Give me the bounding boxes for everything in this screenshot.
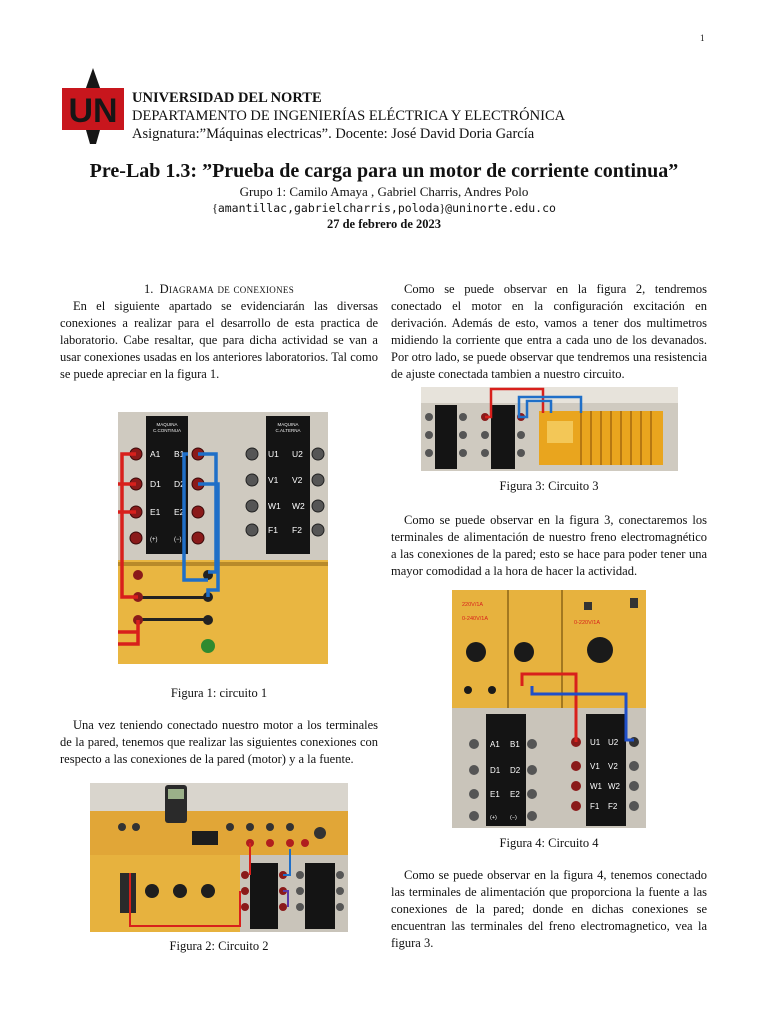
figure-2-photo bbox=[90, 783, 348, 932]
paragraph-4: Como se puede observar en la figura 3, conectaremos los terminales de alimentación de nuestro freno electromagnético a las conexiones de la pared; esto se hace para poder tener una mayor comodidad a la hora de hacer la actividad. bbox=[391, 513, 707, 578]
fig4-term-f2: F2 bbox=[608, 802, 618, 811]
fig1-term-d1: D1 bbox=[150, 479, 161, 489]
fig4-term-w1: W1 bbox=[590, 782, 602, 791]
figure-4-photo bbox=[452, 590, 646, 828]
caption-figure-4: Figura 4: Circuito 4 bbox=[499, 836, 599, 850]
fig1-term-minus: (−) bbox=[174, 537, 182, 543]
fig1-term-f1: F1 bbox=[268, 525, 278, 535]
figure-3-photo bbox=[421, 387, 678, 471]
fig4-term-f1: F1 bbox=[590, 802, 600, 811]
fig1-right-panel-label-1: MAQUINA bbox=[277, 422, 299, 427]
paper-title: Pre-Lab 1.3: ”Prueba de carga para un motor de corriente continua” bbox=[89, 160, 679, 182]
un-logo-icon bbox=[60, 66, 126, 146]
fig4-term-d1: D1 bbox=[490, 766, 501, 775]
emails-open: { bbox=[212, 201, 218, 215]
fig4-supply-label-3: 0-220V/1A bbox=[574, 620, 600, 626]
fig4-supply-label-1: 220V/1A bbox=[462, 602, 484, 608]
caption-figure-1: Figura 1: circuito 1 bbox=[170, 686, 268, 700]
fig1-term-plus: (+) bbox=[150, 537, 158, 543]
fig4-supply-label-2: 0-240V/1A bbox=[462, 616, 488, 622]
fig1-term-v2: V2 bbox=[292, 475, 303, 485]
section-heading bbox=[60, 282, 378, 297]
fig4-term-v2: V2 bbox=[608, 762, 618, 771]
fig1-term-v1: V1 bbox=[268, 475, 279, 485]
paragraph-2: Una vez teniendo conectado nuestro motor a los terminales de la pared, tenemos que realizar las siguientes conexiones con respecto a las conexiones de la pared (motor) y a la fuente. bbox=[60, 718, 378, 766]
paragraph-3: Como se puede observar en la figura 2, tendremos conectado el motor en la configuración excitación en derivación. Además de esto, vamos a tener dos multimetros midiendo la corriente que entra a cada uno de los devanados. Por otro lado, se puede observar que tendremos una resistencia de ajuste conectada tambien a nuestro circuito. bbox=[391, 282, 707, 381]
caption-figure-3: Figura 3: Circuito 3 bbox=[499, 479, 599, 493]
fig1-term-u1: U1 bbox=[268, 449, 279, 459]
caption-figure-2: Figura 2: Circuito 2 bbox=[169, 939, 269, 953]
fig1-term-w2: W2 bbox=[292, 501, 305, 511]
department-name: DEPARTAMENTO DE INGENIERÍAS ELÉCTRICA Y ELECTRÓNICA bbox=[132, 108, 566, 124]
logo-text: UN bbox=[68, 92, 118, 130]
fig4-term-w2: W2 bbox=[608, 782, 620, 791]
fig4-term-minus: (−) bbox=[510, 815, 517, 821]
paragraph-5: Como se puede observar en la figura 4, tenemos conectado las terminales de alimentación que proporciona la fuente a las conexiones de la pared; donde en dichas conexiones se encuentran las terminales del freno electromagnetico, vea la figura 3. bbox=[391, 868, 707, 950]
fig4-term-d2: D2 bbox=[510, 766, 521, 775]
fig1-term-d2: D2 bbox=[174, 479, 185, 489]
fig4-term-e1: E1 bbox=[490, 790, 500, 799]
fig4-term-e2: E2 bbox=[510, 790, 520, 799]
emails-close: } bbox=[439, 201, 446, 215]
emails-domain: @uninorte.edu.co bbox=[445, 201, 556, 215]
section-number: 1. bbox=[144, 282, 154, 296]
fig1-term-e2: E2 bbox=[174, 507, 185, 517]
fig1-right-panel-label-2: C.ALTERNA bbox=[275, 428, 301, 433]
emails bbox=[0, 201, 768, 216]
fig4-term-v1: V1 bbox=[590, 762, 600, 771]
fig4-term-u2: U2 bbox=[608, 738, 619, 747]
fig1-term-b1: B1 bbox=[174, 449, 185, 459]
fig1-term-u2: U2 bbox=[292, 449, 303, 459]
university-logo bbox=[60, 66, 126, 146]
page-number: 1 bbox=[700, 33, 705, 43]
fig4-term-plus: (+) bbox=[490, 815, 497, 821]
authors: Grupo 1: Camilo Amaya , Gabriel Charris, Andres Polo bbox=[239, 184, 529, 199]
fig4-term-a1: A1 bbox=[490, 740, 500, 749]
fig1-term-a1: A1 bbox=[150, 449, 161, 459]
fig1-term-w1: W1 bbox=[268, 501, 281, 511]
university-name: UNIVERSIDAD DEL NORTE bbox=[132, 90, 322, 106]
fig1-term-f2: F2 bbox=[292, 525, 302, 535]
section-title: Diagrama de conexiones bbox=[159, 282, 294, 296]
fig1-left-panel-label-1: MAQUINA bbox=[156, 422, 178, 427]
date: 27 de febrero de 2023 bbox=[326, 217, 442, 231]
paragraph-1: En el siguiente apartado se evidenciarán las diversas conexiones a realizar para el desarrollo de esta practica de laboratorio. Cabe resaltar, que para dicha actividad se van a usar conexiones usadas en los anteriores laboratorios. Tal como se puede apreciar en la figura 1. bbox=[60, 299, 378, 381]
course-info: Asignatura:”Máquinas electricas”. Docente: José David Doria García bbox=[132, 126, 535, 142]
fig4-term-u1: U1 bbox=[590, 738, 601, 747]
fig1-term-e1: E1 bbox=[150, 507, 161, 517]
emails-users: amantillac,gabrielcharris,poloda bbox=[217, 201, 440, 215]
fig1-left-panel-label-2: C.CONTINUA bbox=[153, 428, 181, 433]
fig4-term-b1: B1 bbox=[510, 740, 520, 749]
figure-1-photo bbox=[118, 412, 328, 664]
